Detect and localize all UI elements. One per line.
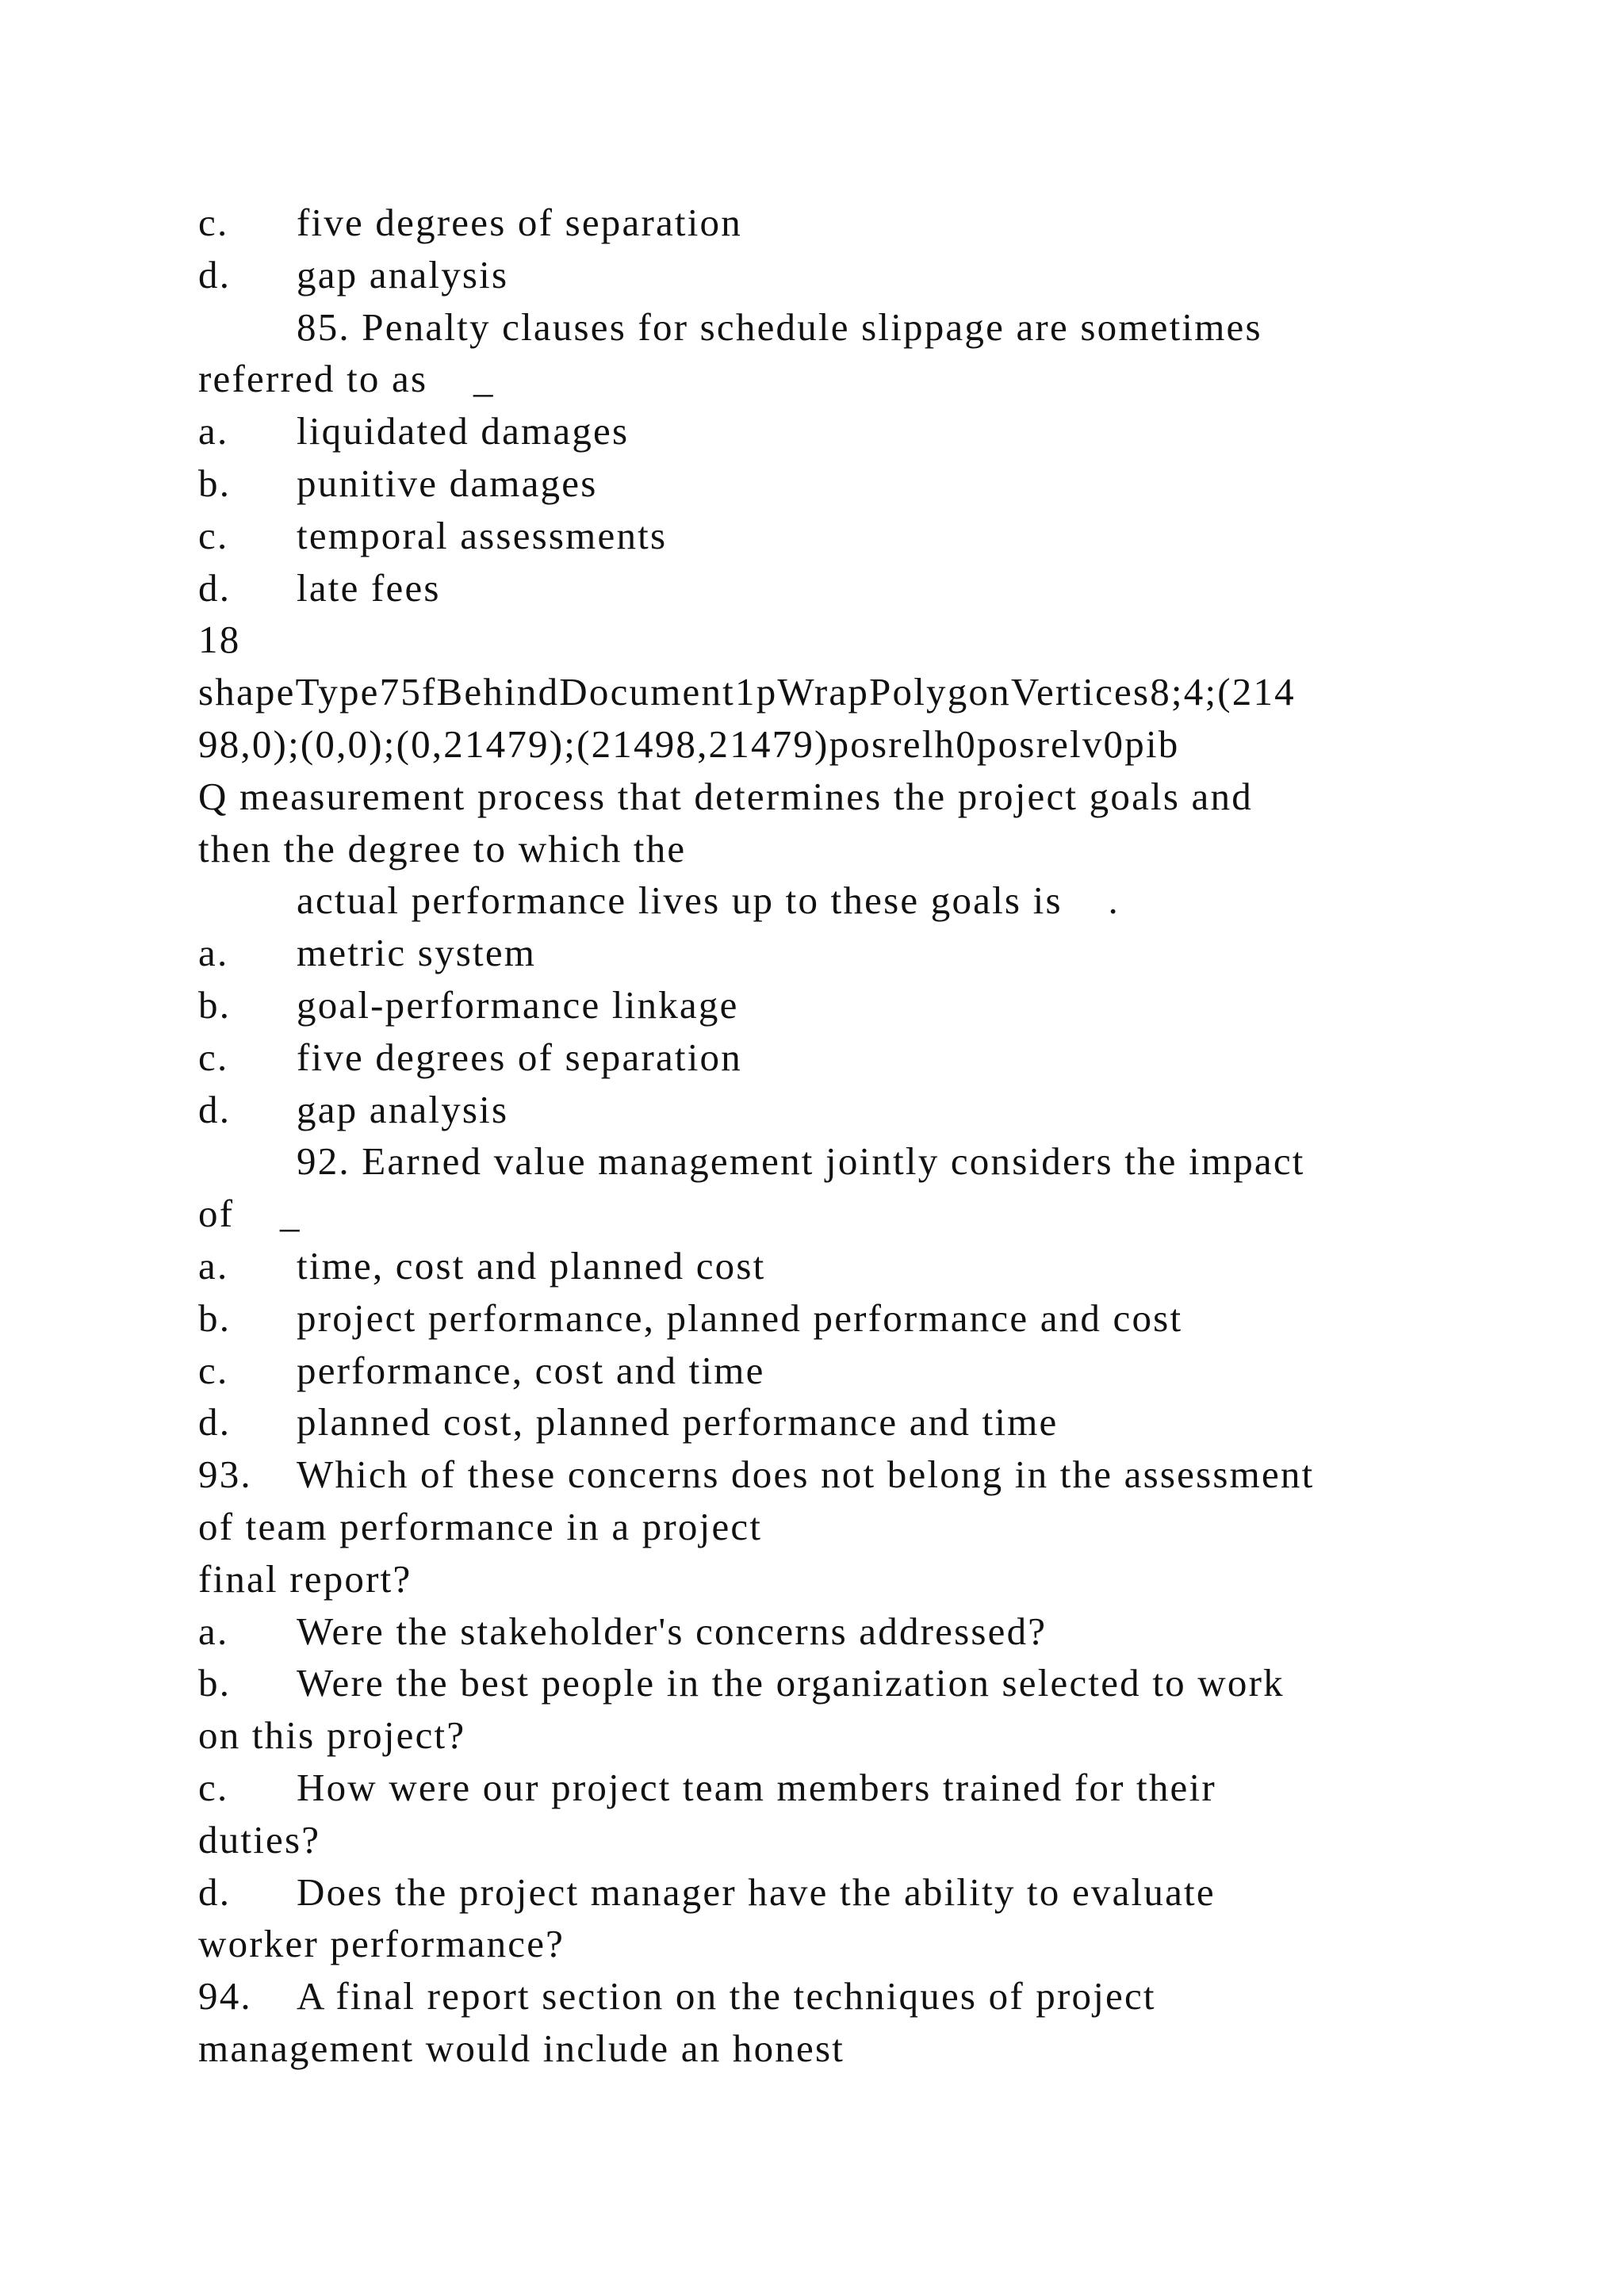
line-text: of _ bbox=[198, 1192, 301, 1236]
answer-option-line bbox=[198, 1970, 1515, 2022]
line-text: of team performance in a project bbox=[198, 1504, 763, 1548]
answer-option-line bbox=[198, 249, 1515, 301]
option-text: performance, cost and time bbox=[297, 1348, 765, 1392]
option-text: gap analysis bbox=[297, 252, 509, 297]
answer-option-line bbox=[198, 927, 1515, 979]
answer-option-line bbox=[198, 405, 1515, 457]
option-letter: d. bbox=[198, 1087, 232, 1131]
option-text: planned cost, planned performance and time bbox=[297, 1400, 1059, 1445]
text-line bbox=[198, 1501, 1515, 1553]
option-text: Does the project manager have the ability to evaluate bbox=[297, 1869, 1216, 1914]
question-line bbox=[198, 874, 1515, 927]
line-text: duties? bbox=[198, 1817, 321, 1862]
option-text: temporal assessments bbox=[297, 513, 668, 557]
option-text: How were our project team members trained for their bbox=[297, 1765, 1216, 1809]
answer-option-line bbox=[198, 1031, 1515, 1084]
line-text: on this project? bbox=[198, 1713, 466, 1758]
option-letter: b. bbox=[198, 1661, 232, 1705]
option-text: A final report section on the techniques of project bbox=[297, 1974, 1156, 2019]
option-letter: 93. bbox=[198, 1452, 252, 1497]
option-letter: c. bbox=[198, 1348, 229, 1392]
text-line bbox=[198, 1814, 1515, 1866]
text-line bbox=[198, 1553, 1515, 1605]
line-text: 18 bbox=[198, 618, 241, 662]
answer-option-line bbox=[198, 1396, 1515, 1448]
option-text: Which of these concerns does not belong in the assessment bbox=[297, 1452, 1315, 1497]
answer-option-line bbox=[198, 1657, 1515, 1709]
option-text: five degrees of separation bbox=[297, 1035, 742, 1079]
option-text: liquidated damages bbox=[297, 409, 630, 453]
option-letter: a. bbox=[198, 1243, 229, 1288]
line-text: 85. Penalty clauses for schedule slippage are sometimes bbox=[297, 304, 1262, 349]
line-text: worker performance? bbox=[198, 1922, 565, 1966]
answer-option-line bbox=[198, 562, 1515, 614]
option-letter: d. bbox=[198, 252, 232, 297]
option-letter: c. bbox=[198, 201, 229, 244]
option-letter: d. bbox=[198, 1400, 232, 1445]
answer-option-line bbox=[198, 1605, 1515, 1658]
answer-option-line bbox=[198, 510, 1515, 562]
option-letter: c. bbox=[198, 1765, 229, 1809]
text-line bbox=[198, 1709, 1515, 1762]
answer-option-line bbox=[198, 1240, 1515, 1292]
question-line bbox=[198, 1135, 1515, 1188]
text-line bbox=[198, 2022, 1515, 2075]
option-text: project performance, planned performance and cost bbox=[297, 1295, 1183, 1340]
answer-option-line bbox=[198, 1866, 1515, 1919]
line-text: then the degree to which the bbox=[198, 826, 687, 871]
option-letter: c. bbox=[198, 1035, 229, 1079]
option-letter: 94. bbox=[198, 1974, 252, 2019]
option-text: punitive damages bbox=[297, 461, 598, 505]
option-letter: a. bbox=[198, 409, 229, 453]
document-body bbox=[198, 197, 1515, 2075]
answer-option-line bbox=[198, 1084, 1515, 1136]
line-text: referred to as _ bbox=[198, 357, 495, 401]
line-text: actual performance lives up to these goals is . bbox=[297, 878, 1120, 923]
line-text: 98,0);(0,0);(0,21479);(21498,21479)posrelh0posrelv0pib bbox=[198, 721, 1180, 766]
text-line bbox=[198, 353, 1515, 405]
option-text: Were the stakeholder's concerns addressed? bbox=[297, 1609, 1048, 1653]
text-line bbox=[198, 771, 1515, 823]
answer-option-line bbox=[198, 1292, 1515, 1345]
answer-option-line bbox=[198, 1762, 1515, 1814]
line-text: final report? bbox=[198, 1556, 412, 1601]
line-text: management would include an honest bbox=[198, 2026, 845, 2070]
option-text: gap analysis bbox=[297, 1087, 509, 1131]
option-text: Were the best people in the organization selected to work bbox=[297, 1661, 1285, 1705]
option-text: late fees bbox=[297, 565, 441, 610]
text-line bbox=[198, 614, 1515, 666]
answer-option-line bbox=[198, 1448, 1515, 1501]
option-letter: d. bbox=[198, 565, 232, 610]
option-letter: b. bbox=[198, 461, 232, 505]
option-letter: c. bbox=[198, 513, 229, 557]
text-line bbox=[198, 1918, 1515, 1970]
line-text: Q measurement process that determines the project goals and bbox=[198, 774, 1253, 818]
option-text: metric system bbox=[297, 931, 537, 975]
option-letter: b. bbox=[198, 1295, 232, 1340]
answer-option-line bbox=[198, 1345, 1515, 1397]
option-text: time, cost and planned cost bbox=[297, 1243, 766, 1288]
option-letter: a. bbox=[198, 931, 229, 975]
answer-option-line bbox=[198, 197, 1515, 249]
text-line bbox=[198, 666, 1515, 718]
text-line bbox=[198, 823, 1515, 875]
line-text: shapeType75fBehindDocument1pWrapPolygonVertices8;4;(214 bbox=[198, 670, 1296, 714]
answer-option-line bbox=[198, 457, 1515, 510]
option-text: goal-performance linkage bbox=[297, 982, 739, 1027]
option-text: five degrees of separation bbox=[297, 201, 742, 244]
answer-option-line bbox=[198, 979, 1515, 1031]
line-text: 92. Earned value management jointly considers the impact bbox=[297, 1139, 1305, 1184]
option-letter: a. bbox=[198, 1609, 229, 1653]
option-letter: b. bbox=[198, 982, 232, 1027]
text-line bbox=[198, 718, 1515, 771]
question-line bbox=[198, 301, 1515, 354]
text-line bbox=[198, 1188, 1515, 1240]
option-letter: d. bbox=[198, 1869, 232, 1914]
